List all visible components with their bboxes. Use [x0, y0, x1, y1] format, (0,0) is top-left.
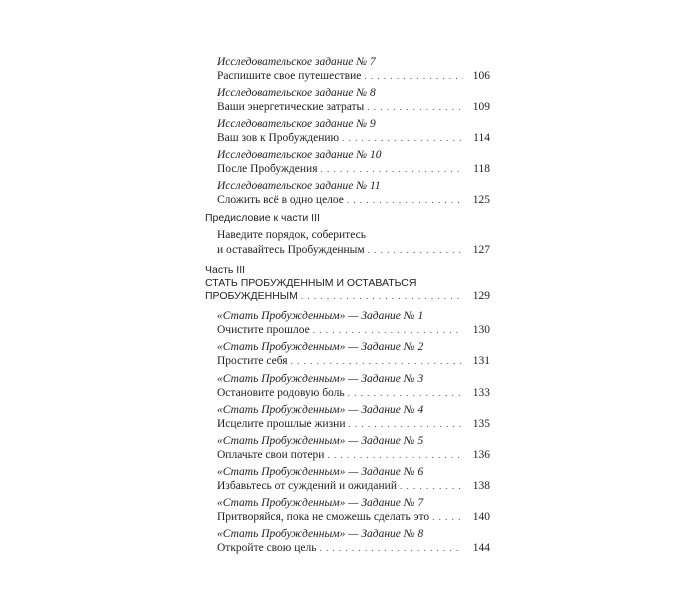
page-number: 109	[472, 101, 490, 113]
leader-dots	[327, 448, 463, 463]
task-label: «Стать Пробужденным» — Задание № 2	[217, 341, 424, 353]
leader-dots	[432, 510, 463, 525]
toc-entry	[205, 179, 490, 208]
toc-entry	[205, 527, 490, 556]
leader-dots	[301, 290, 463, 303]
toc-entry	[205, 86, 490, 115]
page-number: 138	[472, 480, 490, 492]
part-title-line2: ПРОБУЖДЕННЫМ	[205, 290, 298, 302]
leader-dots	[348, 417, 463, 432]
task-label: Исследовательское задание № 7	[217, 56, 376, 68]
part-label: Часть III	[205, 264, 246, 276]
entry-title: Притворяйся, пока не сможешь сделать это	[217, 511, 430, 523]
entry-title: Исцелите прошлые жизни	[217, 418, 346, 430]
toc-entry	[205, 465, 490, 494]
part-title-line1: СТАТЬ ПРОБУЖДЕННЫМ И ОСТАВАТЬСЯ	[205, 277, 417, 289]
task-label: Исследовательское задание № 9	[217, 118, 376, 130]
task-label: «Стать Пробужденным» — Задание № 6	[217, 466, 424, 478]
task-label: Исследовательское задание № 10	[217, 149, 382, 161]
leader-dots	[320, 162, 463, 177]
page-number: 133	[472, 387, 490, 399]
task-label: «Стать Пробужденным» — Задание № 1	[217, 310, 424, 322]
page-number: 130	[472, 324, 490, 336]
task-label: Исследовательское задание № 8	[217, 87, 376, 99]
page-number: 106	[472, 70, 490, 82]
entry-title: Очистите прошлое	[217, 324, 310, 336]
toc-entry	[205, 403, 490, 432]
entry-title: Избавьтесь от суждений и ожиданий	[217, 480, 397, 492]
entry-title: Ваши энергетические затраты	[217, 101, 365, 113]
preface-entry	[205, 212, 490, 258]
page-number: 129	[472, 290, 490, 302]
toc-entry	[205, 148, 490, 177]
leader-dots	[320, 541, 464, 556]
page-number: 127	[472, 244, 490, 256]
page-number: 140	[472, 511, 490, 523]
entry-title: Остановите родовую боль	[217, 387, 345, 399]
task-label: «Стать Пробужденным» — Задание № 8	[217, 528, 424, 540]
page-number: 144	[472, 542, 490, 554]
task-label: «Стать Пробужденным» — Задание № 3	[217, 373, 424, 385]
toc-entry	[205, 340, 490, 369]
page-number: 125	[472, 194, 490, 206]
task-label: «Стать Пробужденным» — Задание № 5	[217, 435, 424, 447]
task-label: «Стать Пробужденным» — Задание № 4	[217, 404, 424, 416]
page-number: 131	[472, 355, 490, 367]
preface-heading: Предисловие к части III	[205, 212, 320, 224]
toc-entry	[205, 117, 490, 146]
leader-dots	[364, 69, 463, 84]
toc-entry	[205, 309, 490, 338]
leader-dots	[313, 323, 463, 338]
task-label: Исследовательское задание № 11	[217, 180, 381, 192]
leader-dots	[291, 354, 463, 369]
entry-title: Оплачьте свои потери	[217, 449, 325, 461]
entry-title: Сложить всё в одно целое	[217, 194, 344, 206]
part-entry	[205, 264, 490, 303]
entry-title: Распишите свое путешествие	[217, 70, 362, 82]
entry-title: После Пробуждения	[217, 163, 318, 175]
toc-entry	[205, 434, 490, 463]
page-number: 136	[472, 449, 490, 461]
entry-title: Простите себя	[217, 355, 288, 367]
task-label: «Стать Пробужденным» — Задание № 7	[217, 497, 424, 509]
entry-title: Откройте свою цель	[217, 542, 317, 554]
toc-entry	[205, 496, 490, 525]
leader-dots	[347, 193, 463, 208]
toc-entry	[205, 55, 490, 84]
toc-entry	[205, 372, 490, 401]
preface-title-line2: и оставайтесь Пробужденным	[217, 244, 365, 256]
leader-dots	[348, 386, 463, 401]
entry-title: Ваш зов к Пробуждению	[217, 132, 340, 144]
page-number: 135	[472, 418, 490, 430]
page-number: 114	[473, 132, 490, 144]
page-number: 118	[473, 163, 490, 175]
leader-dots	[367, 100, 463, 115]
leader-dots	[342, 131, 463, 146]
preface-title-line1: Наведите порядок, соберитесь	[217, 229, 366, 241]
leader-dots	[368, 243, 463, 258]
leader-dots	[400, 479, 463, 494]
